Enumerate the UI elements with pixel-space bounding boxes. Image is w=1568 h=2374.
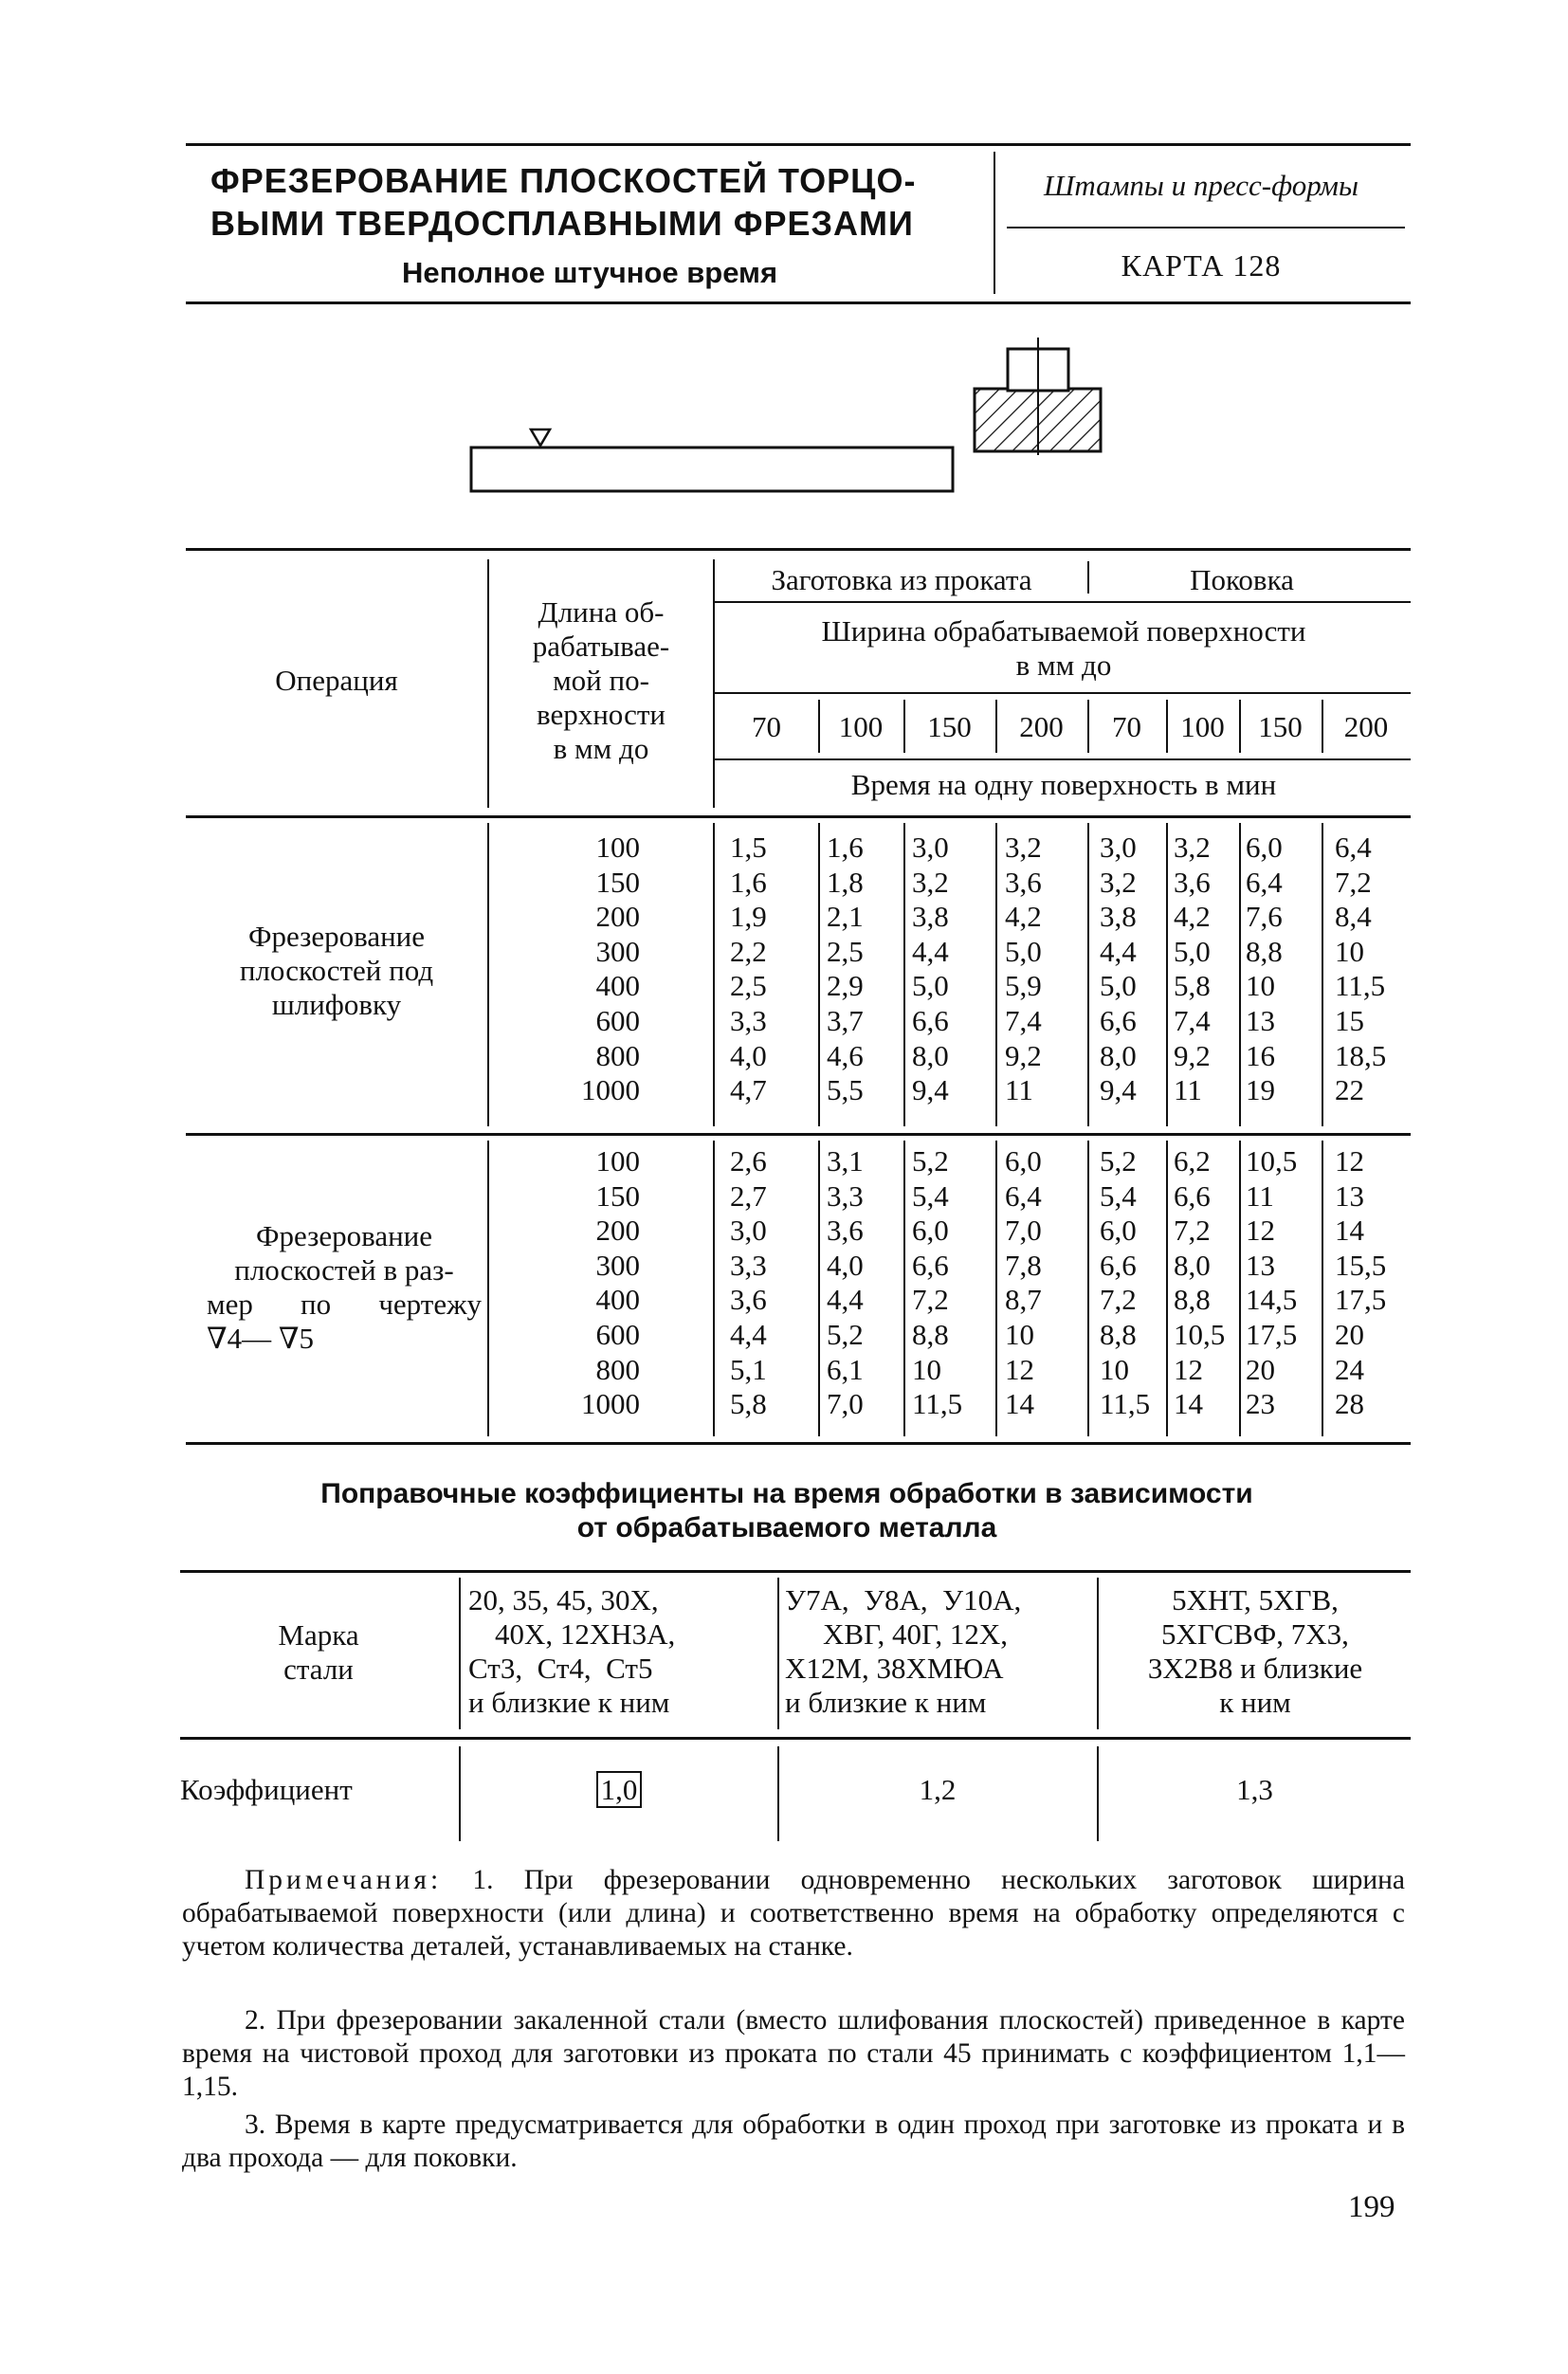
body-rule-h <box>1239 823 1241 1126</box>
time-value: 7,0 <box>827 1387 864 1421</box>
header-divider <box>994 152 995 294</box>
time-value: 8,8 <box>912 1318 949 1351</box>
time-value: 9,2 <box>1005 1038 1042 1072</box>
table-rule-widths-top <box>713 692 1411 694</box>
time-value: 2,1 <box>827 900 864 934</box>
time-value: 11,5 <box>1335 969 1386 1003</box>
time-value: 17,5 <box>1335 1283 1387 1317</box>
time-value: 11 <box>1246 1178 1274 1213</box>
header-blank-rolled: Заготовка из проката <box>771 563 1032 596</box>
table-rule-blanks <box>713 601 1411 603</box>
time-value: 3,2 <box>1100 865 1137 899</box>
table-rule-widths-bottom <box>713 758 1411 760</box>
body-rule-i <box>1322 823 1323 1126</box>
time-value: 11,5 <box>1100 1387 1151 1421</box>
length-value: 600 <box>595 1318 640 1351</box>
time-value: 2,7 <box>730 1178 767 1213</box>
body-rule-g2 <box>1166 1141 1168 1436</box>
width-150: 150 <box>927 710 972 743</box>
time-value: 1,6 <box>730 865 767 899</box>
time-value: 3,2 <box>1174 831 1211 864</box>
page-number: 199 <box>1348 2190 1395 2224</box>
coeff-title: Поправочные коэффициенты на время обработки в зависимости от обрабатываемого металла <box>320 1478 1253 1543</box>
time-value: 13 <box>1335 1178 1364 1213</box>
time-value: 7,6 <box>1246 900 1283 934</box>
body-rule-e2 <box>995 1141 997 1436</box>
body-rule-c <box>818 823 820 1126</box>
time-value: 5,0 <box>1100 969 1137 1003</box>
time-value: 6,1 <box>827 1352 864 1386</box>
note-2: 2. При фрезеровании закаленной стали (вместо шлифования плоскостей) приведенное в карте время на чистовой проход для заготовки из проката по стали 45 принимать с коэффициентом 1,1—1,15. <box>182 2005 1405 2102</box>
col-rule-blanks <box>1087 561 1089 594</box>
time-value: 8,8 <box>1100 1318 1137 1351</box>
length-value: 100 <box>595 1144 640 1178</box>
time-value: 5,4 <box>912 1178 949 1213</box>
length-value: 200 <box>595 900 640 934</box>
time-value: 9,4 <box>912 1073 949 1107</box>
time-value: 4,7 <box>730 1073 767 1107</box>
time-value: 9,2 <box>1174 1038 1211 1072</box>
time-value: 14 <box>1335 1214 1364 1248</box>
header-bottom-rule <box>186 301 1411 304</box>
time-value: 2,5 <box>730 969 767 1003</box>
time-value: 1,6 <box>827 831 864 864</box>
time-value: 6,6 <box>1174 1178 1211 1213</box>
steel-group-3: 5ХНТ, 5ХГВ, 5ХГСВФ, 7Х3, 3Х2В8 и близкие к ним <box>1147 1583 1363 1719</box>
time-value: 5,9 <box>1005 969 1042 1003</box>
coeff-top-rule <box>180 1570 1411 1573</box>
body-rule-f2 <box>1087 1141 1089 1436</box>
time-value: 4,2 <box>1005 900 1042 934</box>
body-rule-d2 <box>903 1141 905 1436</box>
time-value: 10,5 <box>1174 1318 1226 1351</box>
time-value: 13 <box>1246 1004 1275 1037</box>
time-value: 7,0 <box>1005 1214 1042 1248</box>
time-value: 5,2 <box>1100 1144 1137 1178</box>
time-value: 3,0 <box>730 1214 767 1248</box>
time-value: 6,4 <box>1246 865 1283 899</box>
time-value: 17,5 <box>1246 1318 1298 1351</box>
coefficient-label: Коэффициент <box>180 1773 353 1806</box>
time-value: 24 <box>1335 1352 1364 1386</box>
time-value: 7,2 <box>1174 1214 1211 1248</box>
time-value: 4,4 <box>1100 934 1137 968</box>
time-value: 7,2 <box>1335 865 1372 899</box>
time-value: 3,8 <box>912 900 949 934</box>
time-value: 8,8 <box>1174 1283 1211 1317</box>
group-separator-rule <box>186 1133 1411 1136</box>
width-70: 70 <box>752 710 781 743</box>
time-value: 4,0 <box>730 1038 767 1072</box>
time-value: 6,4 <box>1005 1178 1042 1213</box>
steel-group-1: 20, 35, 45, 30Х, 40Х, 12ХН3А, Ст3, Ст4, Ст5 и близкие к ним <box>468 1583 676 1719</box>
steel-group-2: У7А, У8А, У10А, ХВГ, 40Г, 12Х, Х12М, 38ХМЮА и близкие к ним <box>785 1583 1022 1719</box>
body-rule-b <box>713 823 715 1126</box>
time-value: 2,6 <box>730 1144 767 1178</box>
time-value: 13 <box>1246 1248 1275 1282</box>
length-value: 400 <box>595 969 640 1003</box>
time-value: 7,2 <box>1100 1283 1137 1317</box>
card-subtitle: Неполное штучное время <box>401 256 778 289</box>
length-value: 800 <box>595 1038 640 1072</box>
time-value: 6,0 <box>912 1214 949 1248</box>
length-value: 300 <box>595 934 640 968</box>
card-title: ФРЕЗЕРОВАНИЕ ПЛОСКОСТЕЙ ТОРЦО- ВЫМИ ТВЕРДОСПЛАВНЫМИ ФРЕЗАМИ <box>210 161 917 243</box>
notes-lead: Примечания: <box>245 1865 443 1895</box>
time-value: 3,0 <box>912 831 949 864</box>
coeff-rule-c <box>1097 1578 1099 1729</box>
time-value: 1,9 <box>730 900 767 934</box>
header-length: Длина об- рабатывае- мой по- верхности в мм до <box>532 595 670 765</box>
time-value: 4,4 <box>730 1318 767 1351</box>
time-value: 14 <box>1005 1387 1034 1421</box>
time-value: 5,2 <box>912 1144 949 1178</box>
note-1: Примечания: 1. При фрезеровании одновременно нескольких заготовок ширина обрабатываемой поверхности (или длина) и соответственно время на обработку определяются с учетом количества деталей, устанавливаемых на станке. <box>182 1865 1406 1962</box>
operation-grinding-prep: Фрезерование плоскостей под шлифовку <box>239 920 434 1021</box>
time-value: 6,0 <box>1100 1214 1137 1248</box>
coefficient-value-1 <box>461 1773 777 1807</box>
time-value: 4,4 <box>827 1283 864 1317</box>
time-value: 6,6 <box>1100 1248 1137 1282</box>
operation-to-drawing: Фрезерование плоскостей в раз- мер по чертежу ∇4— ∇5 <box>207 1219 482 1355</box>
coeff-mid-rule <box>180 1737 1411 1740</box>
time-value: 6,0 <box>1246 831 1283 864</box>
time-value: 3,6 <box>730 1283 767 1317</box>
time-value: 5,1 <box>730 1352 767 1386</box>
length-value: 300 <box>595 1248 640 1282</box>
body-rule-c2 <box>818 1141 820 1436</box>
time-value: 14,5 <box>1246 1283 1298 1317</box>
card-category: Штампы и пресс-формы <box>1044 169 1358 202</box>
time-value: 3,0 <box>1100 831 1137 864</box>
length-value: 1000 <box>581 1387 640 1421</box>
width-150-forged: 150 <box>1258 710 1303 743</box>
header-time: Время на одну поверхность в мин <box>850 768 1277 801</box>
time-value: 4,2 <box>1174 900 1211 934</box>
time-value: 3,3 <box>730 1004 767 1037</box>
time-value: 5,0 <box>1174 934 1211 968</box>
time-value: 12 <box>1005 1352 1034 1386</box>
time-value: 20 <box>1246 1352 1275 1386</box>
time-value: 5,2 <box>827 1318 864 1351</box>
body-rule-e <box>995 823 997 1126</box>
time-value: 14 <box>1174 1387 1203 1421</box>
note-3: 3. Время в карте предусматривается для обработки в один проход при заготовке из проката и в два прохода — для поковки. <box>182 2109 1405 2173</box>
table-bottom-rule <box>186 1442 1411 1445</box>
time-value: 11 <box>1174 1073 1202 1107</box>
length-value: 400 <box>595 1283 640 1317</box>
time-value: 4,4 <box>912 934 949 968</box>
time-value: 5,4 <box>1100 1178 1137 1213</box>
coeff-rule-b <box>777 1578 779 1729</box>
length-value: 600 <box>595 1004 640 1037</box>
time-value: 5,8 <box>730 1387 767 1421</box>
length-value: 1000 <box>581 1073 640 1107</box>
table-header-bottom-rule <box>186 815 1411 818</box>
workpiece-bar <box>471 447 953 491</box>
time-value: 10,5 <box>1246 1144 1298 1178</box>
time-value: 23 <box>1246 1387 1275 1421</box>
time-value: 7,4 <box>1005 1004 1042 1037</box>
finish-mark-icon <box>531 429 550 446</box>
time-value: 6,2 <box>1174 1144 1211 1178</box>
time-value: 10 <box>1246 969 1275 1003</box>
header-right-rule <box>1007 227 1405 228</box>
length-value: 150 <box>595 865 640 899</box>
time-value: 3,7 <box>827 1004 864 1037</box>
time-value: 15,5 <box>1335 1248 1387 1282</box>
length-value: 800 <box>595 1352 640 1386</box>
body-rule-i2 <box>1322 1141 1323 1436</box>
time-value: 10 <box>912 1352 941 1386</box>
time-value: 10 <box>1005 1318 1034 1351</box>
time-value: 8,0 <box>912 1038 949 1072</box>
width-100-forged: 100 <box>1180 710 1225 743</box>
length-value: 150 <box>595 1178 640 1213</box>
time-value: 4,6 <box>827 1038 864 1072</box>
time-value: 3,1 <box>827 1144 864 1178</box>
time-value: 12 <box>1246 1214 1275 1248</box>
time-value: 12 <box>1335 1144 1364 1178</box>
time-value: 6,6 <box>1100 1004 1137 1037</box>
body-rule-a <box>487 823 489 1126</box>
time-value: 20 <box>1335 1318 1364 1351</box>
time-value: 3,2 <box>912 865 949 899</box>
body-rule-g <box>1166 823 1168 1126</box>
body-rule-d <box>903 823 905 1126</box>
time-value: 16 <box>1246 1038 1275 1072</box>
time-value: 3,6 <box>1174 865 1211 899</box>
time-value: 15 <box>1335 1004 1364 1037</box>
time-value: 6,6 <box>912 1004 949 1037</box>
time-value: 3,2 <box>1005 831 1042 864</box>
time-value: 6,6 <box>912 1248 949 1282</box>
time-value: 8,8 <box>1246 934 1283 968</box>
time-value: 2,9 <box>827 969 864 1003</box>
width-200-forged: 200 <box>1343 710 1389 743</box>
time-value: 5,5 <box>827 1073 864 1107</box>
header-top-rule <box>186 143 1411 146</box>
time-value: 6,0 <box>1005 1144 1042 1178</box>
time-value: 7,4 <box>1174 1004 1211 1037</box>
time-value: 1,8 <box>827 865 864 899</box>
coeff-rule-a <box>459 1578 461 1729</box>
table-top-rule <box>186 548 1411 551</box>
body-rule-h2 <box>1239 1141 1241 1436</box>
card-number: КАРТА 128 <box>1121 248 1282 283</box>
time-value: 3,3 <box>827 1178 864 1213</box>
time-value: 10 <box>1335 934 1364 968</box>
time-value: 3,8 <box>1100 900 1137 934</box>
time-value: 4,0 <box>827 1248 864 1282</box>
col-rule-length <box>713 559 715 808</box>
time-value: 19 <box>1246 1073 1275 1107</box>
time-value: 11 <box>1005 1073 1033 1107</box>
steel-grade-label: Марка стали <box>278 1618 359 1686</box>
body-rule-a2 <box>487 1141 489 1436</box>
width-70-forged: 70 <box>1112 710 1141 743</box>
time-value: 10 <box>1100 1352 1129 1386</box>
time-value: 3,6 <box>827 1214 864 1248</box>
workpiece-sketch <box>455 332 1138 512</box>
header-operation: Операция <box>275 664 398 697</box>
coefficient-value-2: 1,2 <box>919 1773 957 1806</box>
time-value: 1,5 <box>730 831 767 864</box>
header-width: Ширина обрабатываемой поверхности в мм до <box>821 614 1306 682</box>
time-value: 3,6 <box>1005 865 1042 899</box>
time-value: 8,0 <box>1174 1248 1211 1282</box>
time-value: 5,8 <box>1174 969 1211 1003</box>
time-value: 8,0 <box>1100 1038 1137 1072</box>
time-value: 7,2 <box>912 1283 949 1317</box>
time-value: 3,3 <box>730 1248 767 1282</box>
time-value: 5,0 <box>1005 934 1042 968</box>
time-value: 11,5 <box>912 1387 963 1421</box>
time-value: 5,0 <box>912 969 949 1003</box>
body-rule-b2 <box>713 1141 715 1436</box>
width-100: 100 <box>838 710 884 743</box>
time-value: 18,5 <box>1335 1038 1387 1072</box>
time-value: 8,7 <box>1005 1283 1042 1317</box>
width-200: 200 <box>1019 710 1064 743</box>
time-value: 9,4 <box>1100 1073 1137 1107</box>
boxed-base-value: 1,0 <box>596 1771 643 1808</box>
coefficient-value-3: 1,3 <box>1236 1773 1273 1806</box>
header-blank-forged: Поковка <box>1190 563 1294 596</box>
time-value: 22 <box>1335 1073 1364 1107</box>
length-value: 100 <box>595 831 640 864</box>
time-value: 28 <box>1335 1387 1364 1421</box>
length-value: 200 <box>595 1214 640 1248</box>
body-rule-f <box>1087 823 1089 1126</box>
time-value: 2,2 <box>730 934 767 968</box>
time-value: 6,4 <box>1335 831 1372 864</box>
time-value: 8,4 <box>1335 900 1372 934</box>
time-value: 7,8 <box>1005 1248 1042 1282</box>
time-value: 12 <box>1174 1352 1203 1386</box>
time-value: 2,5 <box>827 934 864 968</box>
